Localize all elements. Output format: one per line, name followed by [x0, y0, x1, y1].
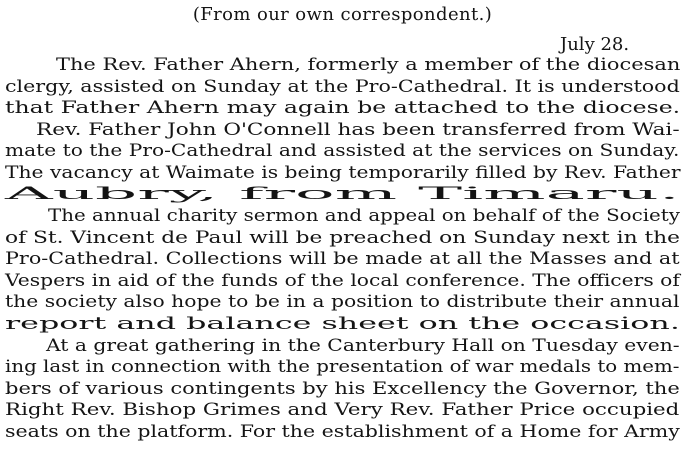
text-line: that Father Ahern may again be attached to the diocese.: [5, 98, 681, 117]
text-line: Rev. Father John O'Connell has been transferred from Wai-: [36, 120, 680, 139]
text-line: the society also hope to be in a position to distribute their annual: [5, 292, 680, 311]
text-line: ing last in connection with the presentation of war medals to mem-: [5, 357, 680, 376]
text-line: clergy, assisted on Sunday at the Pro-Cathedral. It is understood: [5, 77, 680, 96]
dateline: July 28.: [560, 34, 630, 55]
text-line: At a great gathering in the Canterbury Hall on Tuesday even-: [46, 336, 680, 355]
text-line: The Rev. Father Ahern, formerly a member of the diocesan: [56, 55, 681, 74]
text-line: Vespers in aid of the funds of the local conference. The officers of: [5, 271, 680, 290]
text-line: report and balance sheet on the occasion.: [5, 314, 680, 333]
text-line: The annual charity sermon and appeal on behalf of the Society: [48, 206, 680, 225]
byline: (From our own correspondent.): [192, 4, 493, 25]
text-line: The vacancy at Waimate is being temporarily filled by Rev. Father: [5, 163, 681, 182]
text-line: Aubry, from Timaru.: [5, 184, 680, 203]
text-line: seats on the platform. For the establishment of a Home for Army: [5, 422, 680, 441]
text-line: bers of various contingents by his Excellency the Governor, the: [5, 379, 680, 398]
text-line: of St. Vincent de Paul will be preached on Sunday next in the: [5, 228, 681, 247]
text-line: Pro-Cathedral. Collections will be made at all the Masses and at: [5, 249, 680, 268]
text-line: Right Rev. Bishop Grimes and Very Rev. Father Price occupied: [5, 400, 680, 419]
text-line: mate to the Pro-Cathedral and assisted at the services on Sunday.: [5, 141, 680, 160]
